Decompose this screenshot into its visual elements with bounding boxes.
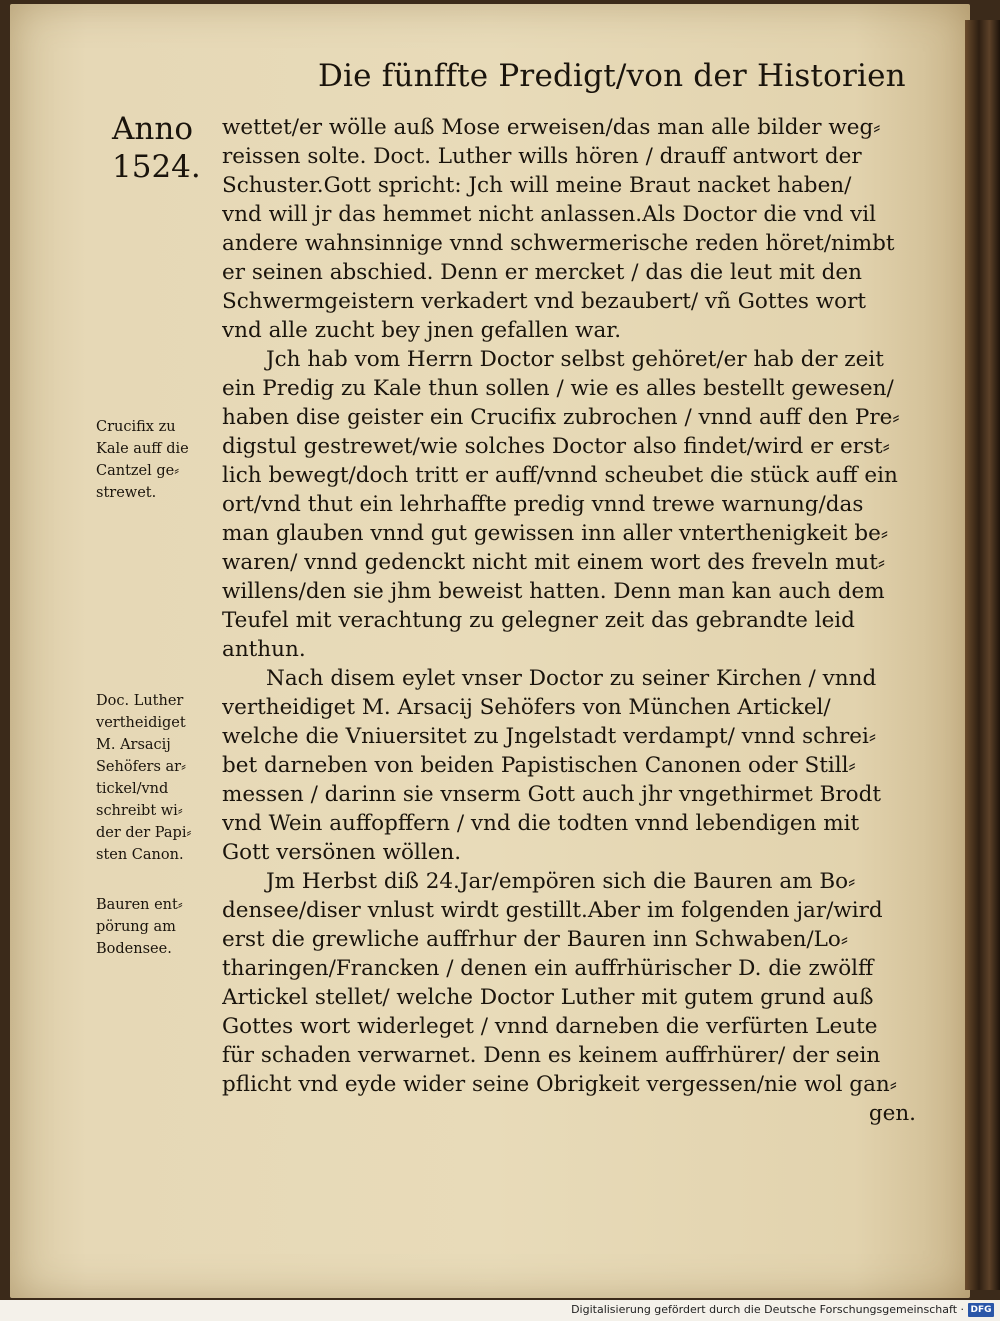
book-spine-edge: [965, 20, 1000, 1290]
funding-credit: Digitalisierung gefördert durch die Deutsche Forschungsgemeinschaft ·: [571, 1303, 964, 1316]
margin-year: [112, 110, 222, 186]
text-line: vertheidiget M. Arsacij Sehöfers von München Artickel/: [222, 695, 831, 720]
margin-note-line: Doc. Luther: [96, 693, 184, 709]
text-line: andere wahnsinnige vnnd schwermerische reden höret/nimbt: [222, 231, 895, 256]
margin-note-line: Bodensee.: [96, 941, 172, 957]
text-line: wettet/er wölle auß Mose erweisen/das man alle bilder weg⸗: [222, 115, 881, 140]
text-line: welche die Vniuersitet zu Jngelstadt verdampt/ vnnd schrei⸗: [222, 724, 877, 749]
text-line: haben dise geister ein Crucifix zubrochen / vnnd auff den Pre⸗: [222, 405, 900, 430]
text-line: reissen solte. Doct. Luther wills hören / drauff antwort der: [222, 144, 862, 169]
margin-year-number: 1524.: [112, 149, 201, 185]
text-line: man glauben vnnd gut gewissen inn aller vnterthenigkeit be⸗: [222, 521, 889, 546]
text-line: für schaden verwarnet. Denn es keinem auffrhürer/ der sein: [222, 1043, 881, 1068]
text-line: vnd will jr das hemmet nicht anlassen.Als Doctor die vnd vil: [222, 202, 877, 227]
margin-note-line: Bauren ent⸗: [96, 897, 183, 913]
margin-note-line: M. Arsacij: [96, 737, 171, 753]
text-line: Artickel stellet/ welche Doctor Luther mit gutem grund auß: [222, 985, 874, 1010]
margin-note-line: Kale auff die: [96, 441, 189, 457]
dfg-logo: DFG: [968, 1303, 994, 1317]
body-text: [222, 113, 920, 1128]
text-line: waren/ vnnd gedenckt nicht mit einem wort des freveln mut⸗: [222, 550, 886, 575]
margin-note-crucifix: [96, 416, 226, 504]
text-line: willens/den sie jhm beweist hatten. Denn man kan auch dem: [222, 579, 885, 604]
text-line: vnd Wein auffopffern / vnd die todten vnnd lebendigen mit: [222, 811, 860, 836]
text-line: erst die grewliche auffrhur der Bauren inn Schwaben/Lo⸗: [222, 927, 849, 952]
text-line: Schwermgeistern verkadert vnd bezaubert/ vñ Gottes wort: [222, 289, 866, 314]
text-line: pflicht vnd eyde wider seine Obrigkeit vergessen/nie wol gan⸗: [222, 1072, 897, 1097]
margin-note-line: sten Canon.: [96, 847, 184, 863]
text-line: bet darneben von beiden Papistischen Canonen oder Still⸗: [222, 753, 856, 778]
text-line: Gott versönen wöllen.: [222, 840, 462, 865]
margin-note-line: Cantzel ge⸗: [96, 463, 180, 479]
text-line: Gottes wort widerleget / vnnd darneben die verfürten Leute: [222, 1014, 878, 1039]
text-line: Nach disem eylet vnser Doctor zu seiner Kirchen / vnnd: [266, 666, 877, 691]
text-line: vnd alle zucht bey jnen gefallen war.: [222, 318, 622, 343]
text-line: ein Predig zu Kale thun sollen / wie es alles bestellt gewesen/: [222, 376, 894, 401]
text-line: ort/vnd thut ein lehrhaffte predig vnnd trewe warnung/das: [222, 492, 864, 517]
margin-year-word: Anno: [112, 111, 193, 147]
margin-note-bauren: [96, 894, 226, 960]
digitization-footer: [0, 1300, 1000, 1321]
text-line: messen / darinn sie vnserm Gott auch jhr vngethirmet Brodt: [222, 782, 882, 807]
text-line: densee/diser vnlust wirdt gestillt.Aber im folgenden jar/wird: [222, 898, 883, 923]
margin-note-line: Sehöfers ar⸗: [96, 759, 186, 775]
text-line: Jm Herbst diß 24.Jar/empören sich die Bauren am Bo⸗: [266, 869, 856, 894]
margin-note-line: pörung am: [96, 919, 176, 935]
text-line: lich bewegt/doch tritt er auff/vnnd scheubet die stück auff ein: [222, 463, 898, 488]
text-line: er seinen abschied. Denn er mercket / das die leut mit den: [222, 260, 862, 285]
text-line: anthun.: [222, 637, 306, 662]
margin-note-luther: [96, 690, 226, 866]
margin-note-line: schreibt wi⸗: [96, 803, 183, 819]
margin-note-line: strewet.: [96, 485, 157, 501]
text-line: tharingen/Francken / denen ein auffrhürischer D. die zwölff: [222, 956, 874, 981]
margin-note-line: der der Papi⸗: [96, 825, 192, 841]
text-line: Jch hab vom Herrn Doctor selbst gehöret/er hab der zeit: [266, 347, 884, 372]
text-line: digstul gestrewet/wie solches Doctor also findet/wird er erst⸗: [222, 434, 890, 459]
margin-note-line: Crucifix zu: [96, 419, 176, 435]
text-line: Schuster.Gott spricht: Jch will meine Braut nacket haben/: [222, 173, 852, 198]
running-title: Die fünffte Predigt/von der Historien: [318, 58, 906, 94]
margin-note-line: vertheidiget: [96, 715, 186, 731]
text-line: Teufel mit verachtung zu gelegner zeit das gebrandte leid: [222, 608, 855, 633]
catchword-line: gen.: [868, 1101, 916, 1126]
margin-note-line: tickel/vnd: [96, 781, 169, 797]
